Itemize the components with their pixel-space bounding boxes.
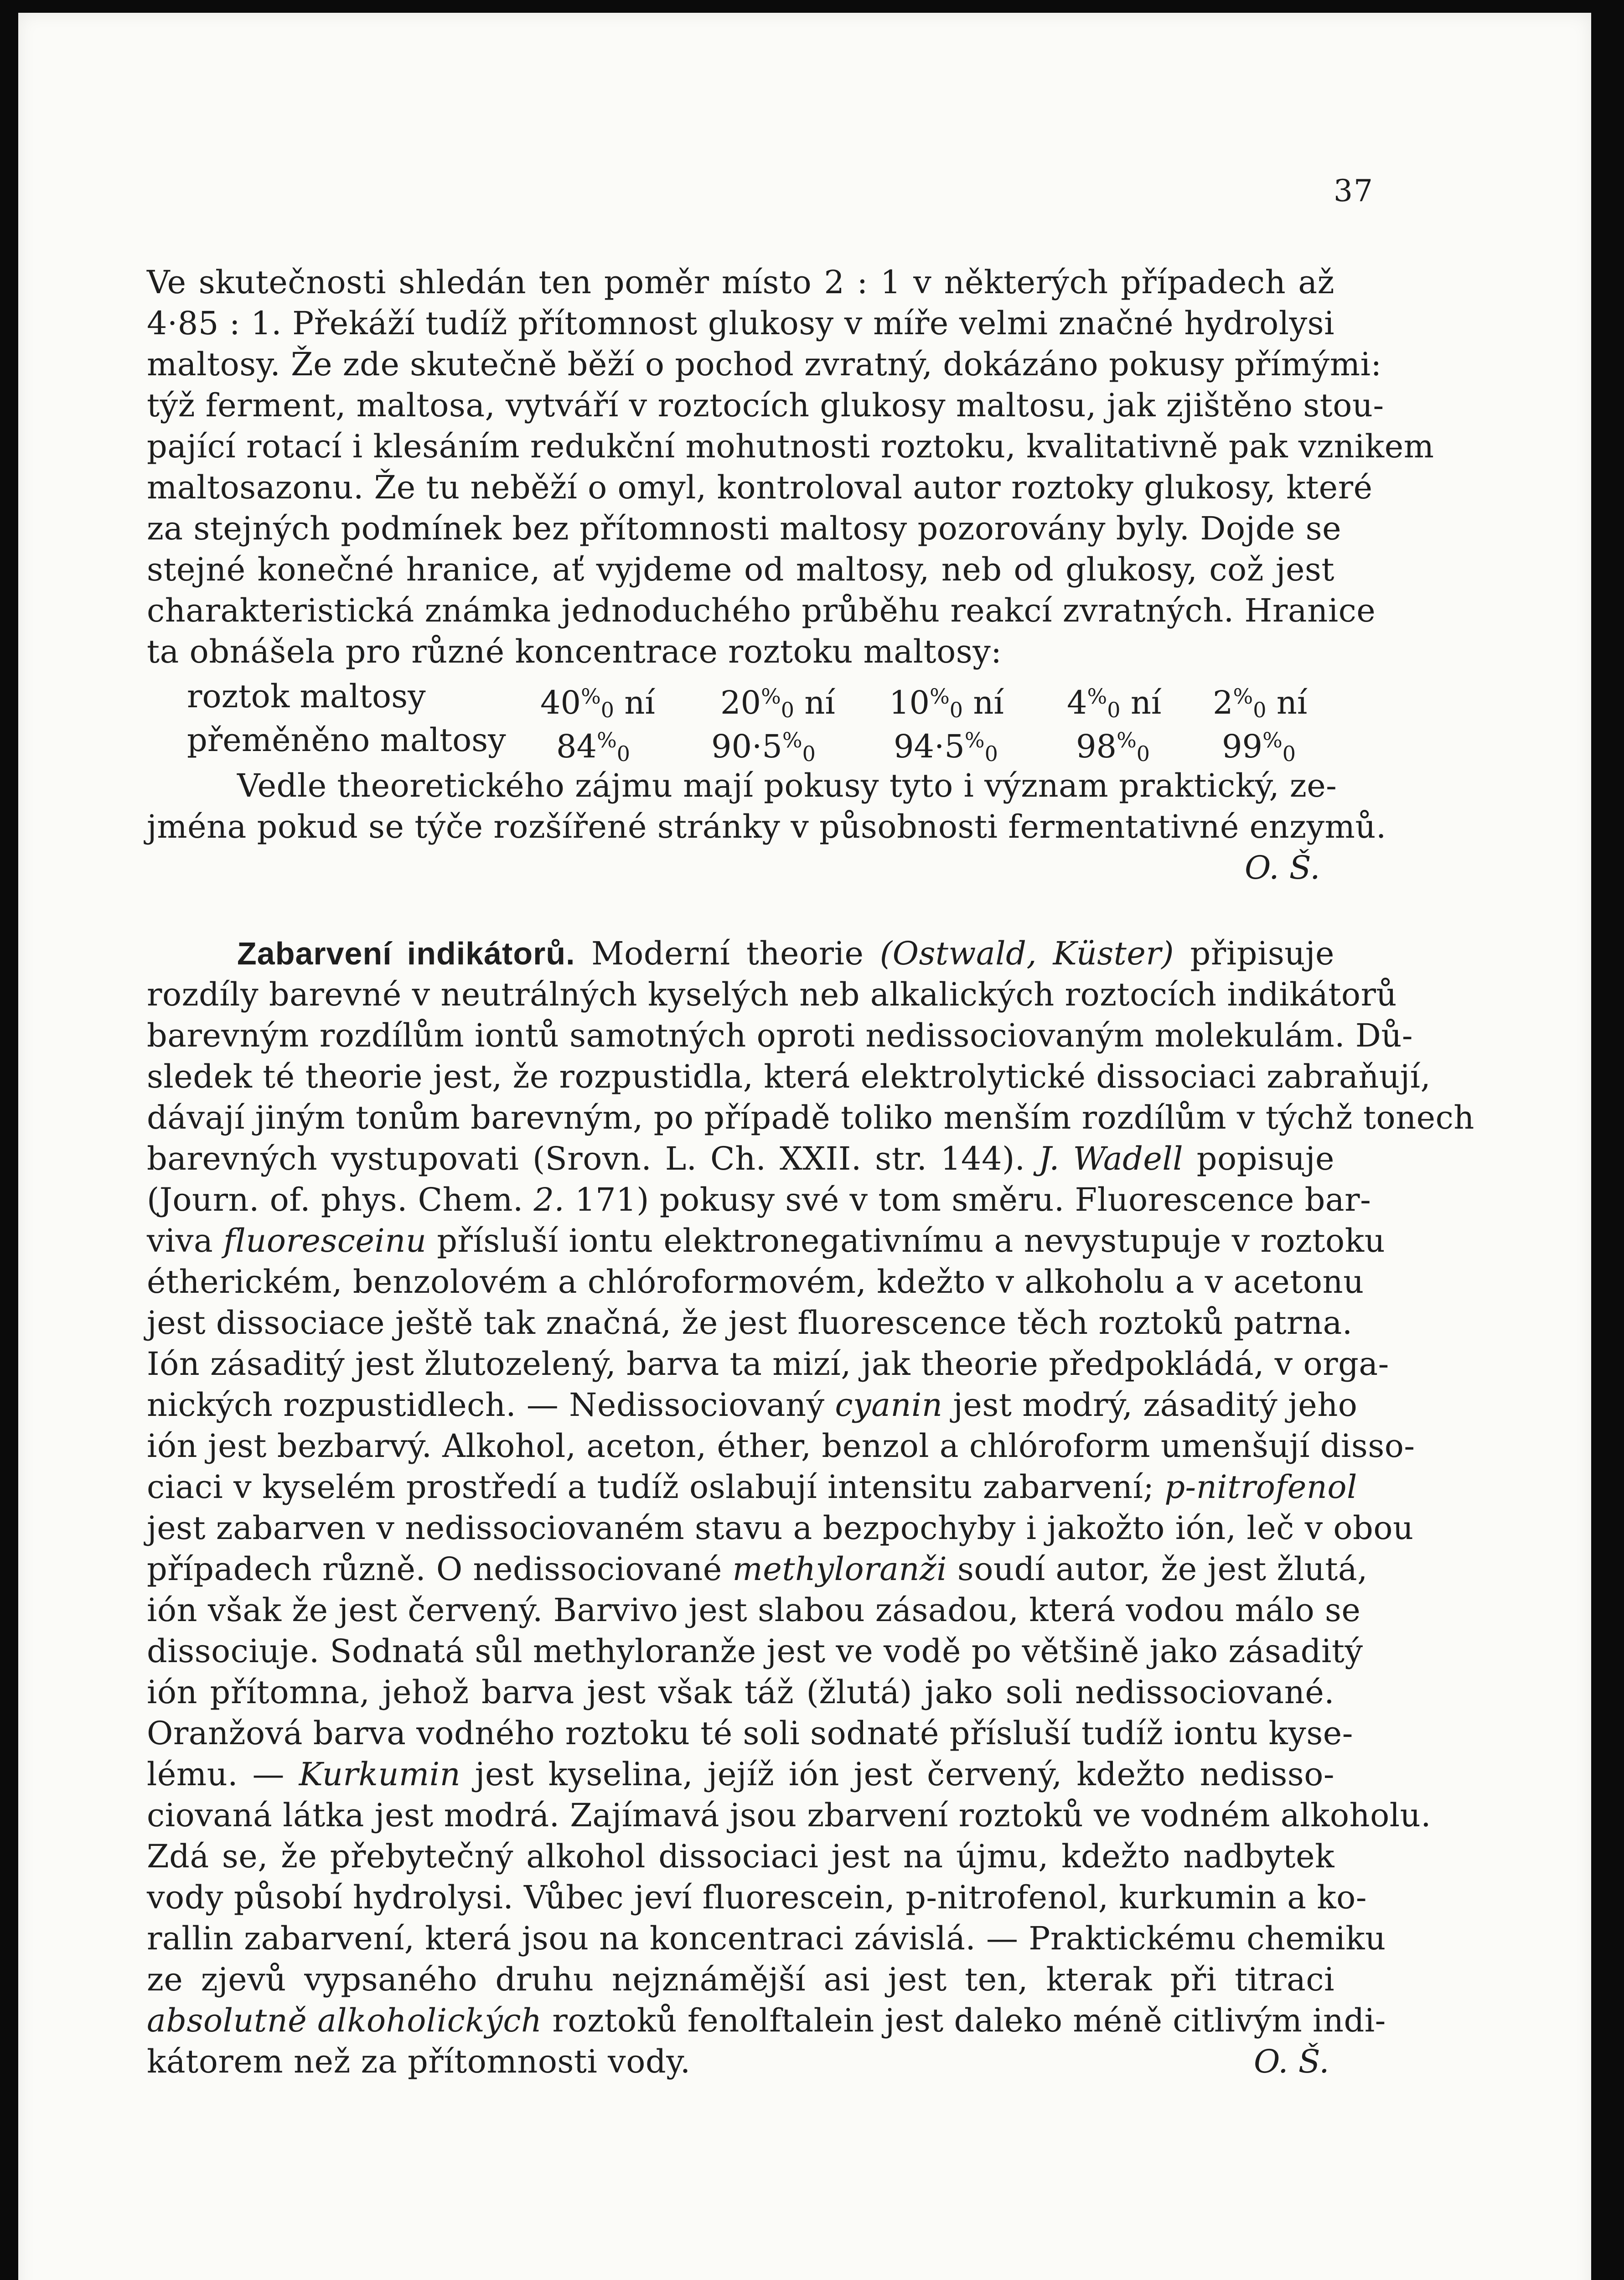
- section-heading: Zabarvení indikátorů.: [237, 936, 575, 971]
- table-cell: 84%0: [556, 728, 631, 766]
- text-line: ta obnášela pro různé koncentrace roztoku maltosy:: [147, 633, 1002, 670]
- text-line: nických rozpustidlech. — Nedissociovaný cyanin jest modrý, zásaditý jeho: [147, 1386, 1358, 1424]
- section-heading-line: Zabarvení indikátorů. Moderní theorie (Ostwald, Küster) připisuje: [237, 935, 1334, 972]
- text-line: Ión zásaditý jest žlutozelený, barva ta mizí, jak theorie předpokládá, v orga-: [147, 1345, 1389, 1383]
- text-line: absolutně alkoholických roztoků fenolftalein jest daleko méně citlivým indi-: [147, 2002, 1386, 2039]
- author-signature: O. Š.: [1245, 849, 1320, 886]
- table-cell: 99%0: [1222, 728, 1296, 766]
- text-line: barevných vystupovati (Srovn. L. Ch. XXII. str. 144). J. Wadell popisuje: [147, 1140, 1334, 1177]
- text-line: jména pokud se týče rozšířené stránky v působnosti fermentativné enzymů.: [147, 808, 1386, 845]
- text-line: Zdá se, že přebytečný alkohol dissociaci jest na újmu, kdežto nadbytek: [147, 1838, 1334, 1875]
- text-line: ze zjevů vypsaného druhu nejznámější asi jest ten, kterak při titraci: [147, 1961, 1334, 1998]
- text-line: sledek té theorie jest, že rozpustidla, která elektrolytické dissociaci zabraňují,: [147, 1058, 1431, 1095]
- text-line: ión však že jest červený. Barvivo jest slabou zásadou, která vodou málo se: [147, 1591, 1361, 1629]
- page-number: 37: [1334, 173, 1374, 208]
- text-line: pající rotací i klesáním redukční mohutnosti roztoku, kvalitativně pak vznikem: [147, 428, 1434, 465]
- text-line: dissociuje. Sodnatá sůl methyloranže jest ve vodě po většině jako zásaditý: [147, 1632, 1363, 1670]
- text-line: vody působí hydrolysi. Vůbec jeví fluorescein, p-nitrofenol, kurkumin a ko-: [147, 1879, 1367, 1916]
- text-line: jest zabarven v nedissociovaném stavu a bezpochyby i jakožto ión, leč v obou: [147, 1509, 1414, 1547]
- table-cell: 98%0: [1076, 728, 1150, 766]
- text-line: dávají jiným tonům barevným, po případě toliko menším rozdílům v týchž tonech: [147, 1099, 1474, 1136]
- text-line: maltosy. Že zde skutečně běží o pochod zvratný, dokázáno pokusy přímými:: [147, 346, 1382, 383]
- text-line: viva fluoresceinu přísluší iontu elektronegativnímu a nevystupuje v roztoku: [147, 1222, 1386, 1259]
- text-line: Vedle theoretického zájmu mají pokusy tyto i význam praktický, ze-: [237, 767, 1337, 804]
- text-line: za stejných podmínek bez přítomnosti maltosy pozorovány byly. Dojde se: [147, 510, 1342, 547]
- author-signature: O. Š.: [1254, 2043, 1329, 2080]
- text-line: barevným rozdílům iontů samotných oproti nedissociovaným molekulám. Dů-: [147, 1017, 1413, 1054]
- text-line: ciovaná látka jest modrá. Zajímavá jsou zbarvení roztoků ve vodném alkoholu.: [147, 1797, 1431, 1834]
- text-line: ciaci v kyselém prostředí a tudíž oslabují intensitu zabarvení; p-nitrofenol: [147, 1468, 1357, 1506]
- table-cell: 4%0 ní: [1067, 684, 1162, 722]
- text-line: Oranžová barva vodného roztoku té soli sodnaté přísluší tudíž iontu kyse-: [147, 1715, 1353, 1752]
- table-cell: 10%0 ní: [889, 684, 1004, 722]
- table-row-label: roztok maltosy: [187, 678, 426, 715]
- text-line: rallin zabarvení, která jsou na koncentraci závislá. — Praktickému chemiku: [147, 1920, 1386, 1957]
- table-cell: 90·5%0: [711, 728, 816, 766]
- text-line: stejné konečné hranice, ať vyjdeme od maltosy, neb od glukosy, což jest: [147, 551, 1334, 588]
- text-line: (Journ. of. phys. Chem. 2. 171) pokusy své v tom směru. Fluorescence bar-: [147, 1181, 1371, 1218]
- text-line: kátorem než za přítomnosti vody.: [147, 2043, 691, 2080]
- text-line: 4·85 : 1. Překáží tudíž přítomnost glukosy v míře velmi značné hydrolysi: [147, 305, 1334, 342]
- text-line: lému. — Kurkumin jest kyselina, jejíž ión jest červený, kdežto nedisso-: [147, 1756, 1335, 1793]
- text-line: Ve skutečnosti shledán ten poměr místo 2 : 1 v některých případech až: [147, 264, 1334, 301]
- text-line: týž ferment, maltosa, vytváří v roztocích glukosy maltosu, jak zjištěno stou-: [147, 387, 1384, 424]
- text-line: étherickém, benzolovém a chlóroformovém, kdežto v alkoholu a v acetonu: [147, 1263, 1364, 1301]
- table-cell: 40%0 ní: [540, 684, 655, 722]
- document-page: [18, 13, 1591, 2280]
- text-line: ión jest bezbarvý. Alkohol, aceton, éther, benzol a chlóroform umenšují disso-: [147, 1427, 1415, 1465]
- text-line: maltosazonu. Že tu neběží o omyl, kontroloval autor roztoky glukosy, které: [147, 469, 1373, 506]
- text-line: charakteristická známka jednoduchého průběhu reakcí zvratných. Hranice: [147, 592, 1376, 629]
- text-line: rozdíly barevné v neutrálných kyselých neb alkalických roztocích indikátorů: [147, 976, 1397, 1013]
- text-line: jest dissociace ještě tak značná, že jest fluorescence těch roztoků patrna.: [147, 1304, 1353, 1342]
- table-cell: 20%0 ní: [720, 684, 835, 722]
- text-line: případech různě. O nedissociované methyloranži soudí autor, že jest žlutá,: [147, 1550, 1368, 1588]
- table-cell: 94·5%0: [894, 728, 998, 766]
- table-row-label: přeměněno maltosy: [187, 721, 506, 759]
- table-cell: 2%0 ní: [1213, 684, 1308, 722]
- text-line: ión přítomna, jehož barva jest však táž (žlutá) jako soli nedissociované.: [147, 1674, 1334, 1711]
